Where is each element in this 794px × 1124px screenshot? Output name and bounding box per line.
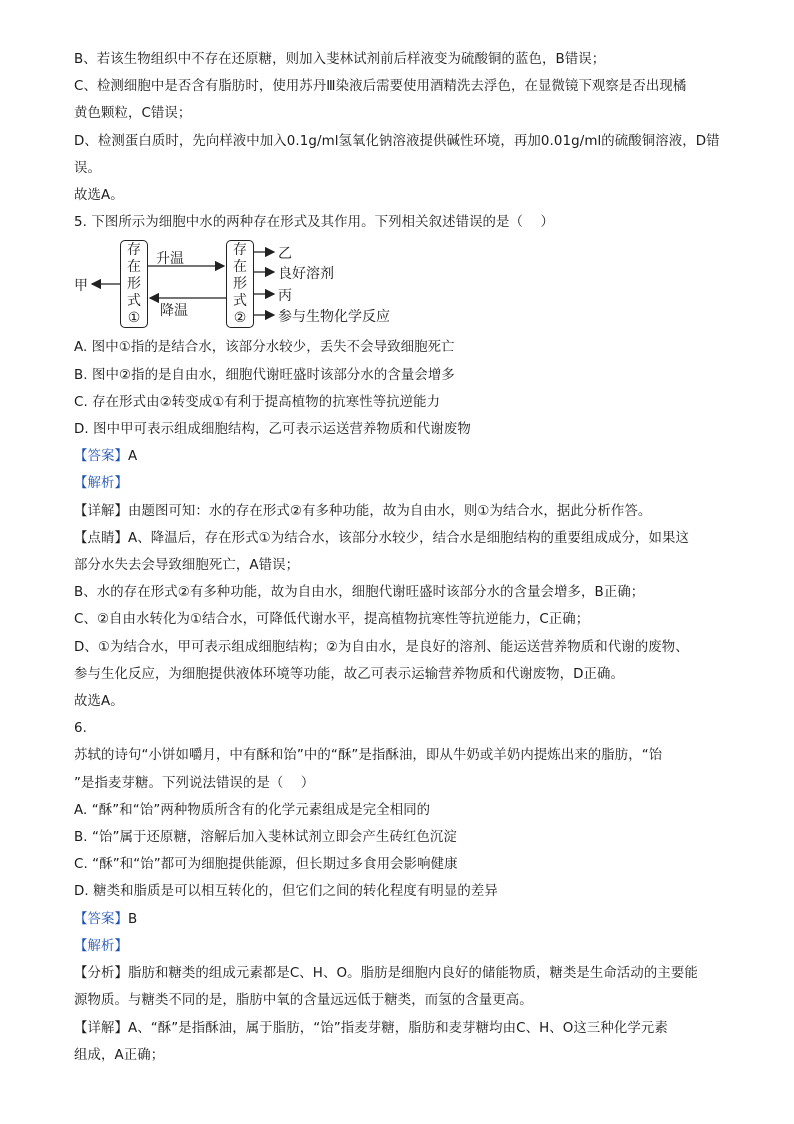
q5-conclusion: 故选A。: [74, 694, 124, 710]
q6-detail-line: 组成，A正确；: [74, 1047, 165, 1063]
document-page: [74, 46, 734, 1069]
text-line: C、检测细胞中是否含有脂肪时，使用苏丹Ⅲ染液后需要使用酒精洗去浮色，在显微镜下观察是否出现橘: [74, 79, 687, 95]
q5-point-line: 【点睛】A、降温后，存在形式①为结合水，该部分水较少，结合水是细胞结构的重要组成成分，如果这: [74, 530, 689, 546]
q5-point-line: B、水的存在形式②有多种功能，故为自由水，细胞代谢旺盛时该部分水的含量会增多，B正确；: [74, 585, 645, 601]
question-5-options: [74, 334, 734, 443]
answer-tag: 【答案】: [74, 449, 128, 465]
water-forms-diagram: [74, 240, 734, 332]
question-5-stem: 5. 下图所示为细胞中水的两种存在形式及其作用。下列相关叙述错误的是（ ）: [74, 215, 554, 231]
q5-detail: 【详解】由题图可知：水的存在形式②有多种功能，故为自由水，则①为结合水，据此分析作答。: [74, 503, 652, 519]
q6-answer: 【答案】B: [74, 911, 138, 927]
q5-answer: 【答案】A: [74, 449, 138, 465]
top-lines: [74, 46, 734, 236]
output-yi: 乙: [278, 246, 292, 263]
label-jia: 甲: [74, 278, 88, 295]
option-a: A. 图中①指的是结合水，该部分水较少，丢失不会导致细胞死亡: [74, 340, 455, 356]
output-bing: 丙: [278, 288, 292, 305]
option-b: B. “饴”属于还原糖，溶解后加入斐林试剂立即会产生砖红色沉淀: [74, 830, 457, 846]
point-tag: 【点睛】: [74, 530, 128, 546]
output-biochemical-reaction: 参与生物化学反应: [278, 309, 390, 326]
box-form-2: 存 在 形 式 ②: [226, 240, 254, 328]
q5-point-line: D、①为结合水，甲可表示组成细胞结构；②为自由水，是良好的溶剂、能运送营养物质和代谢的废物、: [74, 639, 689, 655]
q5-point-line: 部分水失去会导致细胞死亡，A错误；: [74, 558, 300, 574]
text-line: D、检测蛋白质时，先向样液中加入0.1g/ml氢氧化钠溶液提供碱性环境，再加0.01g/ml的硫酸铜溶液，D错: [74, 133, 720, 149]
option-b: B. 图中②指的是自由水，细胞代谢旺盛时该部分水的含量会增多: [74, 367, 455, 383]
label-cooling: 降温: [160, 303, 188, 320]
q5-analysis-heading: 【解析】: [74, 476, 128, 492]
option-d: D. 图中甲可表示组成细胞结构，乙可表示运送营养物质和代谢废物: [74, 422, 471, 438]
text-line: 误。: [74, 160, 101, 176]
q6-detail-line: 【详解】A、“酥”是指酥油，属于脂肪，“饴”指麦芽糖，脂肪和麦芽糖均由C、H、O这三种化学元素: [74, 1020, 668, 1036]
question-6-stem: 苏轼的诗句“小饼如嚼月，中有酥和饴”中的“酥”是指酥油，即从牛奶或羊奶内提炼出来的脂肪，“饴: [74, 748, 663, 764]
question-6-number: 6.: [74, 721, 87, 737]
text-line: 故选A。: [74, 188, 124, 204]
option-a: A. “酥”和“饴”两种物质所含有的化学元素组成是完全相同的: [74, 802, 431, 818]
text-line: B、若该生物组织中不存在还原糖，则加入斐林试剂前后样液变为硫酸铜的蓝色，B错误；: [74, 52, 606, 67]
detail-tag: 【详解】: [74, 503, 128, 519]
output-good-solvent: 良好溶剂: [278, 266, 334, 283]
text-line: 黄色颗粒，C错误；: [74, 106, 192, 122]
option-d: D. 糖类和脂质是可以相互转化的，但它们之间的转化程度有明显的差异: [74, 884, 498, 900]
q6-analysis-heading: 【解析】: [74, 938, 128, 954]
box-form-1: 存 在 形 式 ①: [120, 240, 148, 328]
q5-point-line: 参与生化反应，为细胞提供液体环境等功能，故乙可表示运输营养物质和代谢废物，D正确。: [74, 666, 625, 682]
question-6-stem: ”是指麦芽糖。下列说法错误的是（ ）: [74, 775, 315, 791]
option-c: C. 存在形式由②转变成①有利于提高植物的抗寒性等抗逆能力: [74, 394, 441, 410]
q5-point-line: C、②自由水转化为①结合水，可降低代谢水平，提高植物抗寒性等抗逆能力，C正确；: [74, 612, 590, 628]
q6-analysis-line: 【分析】脂肪和糖类的组成元素都是C、H、O。脂肪是细胞内良好的储能物质，糖类是生命活动的主要能: [74, 966, 698, 982]
option-c: C. “酥”和“饴”都可为细胞提供能源，但长期过多食用会影响健康: [74, 857, 458, 873]
label-heating: 升温: [156, 251, 184, 268]
q6-analysis-line: 源物质。与糖类不同的是，脂肪中氧的含量远远低于糖类，而氢的含量更高。: [74, 993, 533, 1009]
